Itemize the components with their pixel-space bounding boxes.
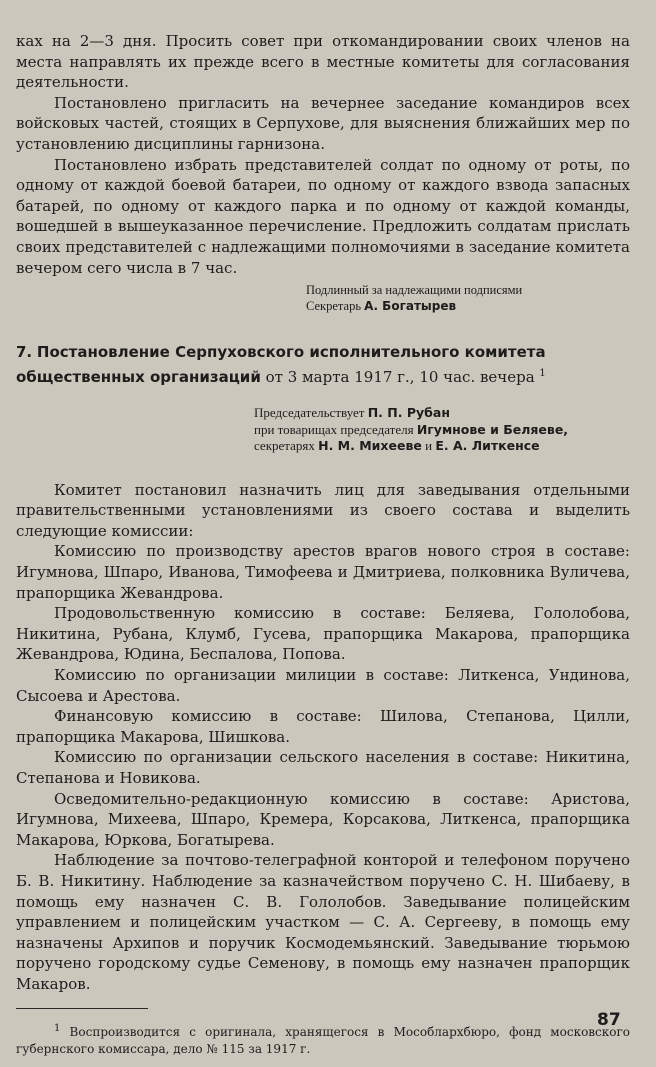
deputies-names: Игумнове и Беляеве, <box>416 421 569 437</box>
secretary-name: Н. М. Михееве <box>318 438 422 454</box>
signature-name: А. Богатырев <box>364 299 457 314</box>
signature-block <box>306 282 630 314</box>
presidium-label: Председательствует <box>254 405 368 421</box>
paragraph: ках на 2—3 дня. Просить совет при откомандировании своих членов на места направлять их прежде всего в местные комитеты для согласования деятельности. <box>16 32 630 92</box>
presidium-label: при товарищах председателя <box>254 421 417 437</box>
paragraph: Постановлено избрать представителей солдат по одному от роты, по одному от каждой боевой батареи, по одному от каждого взвода запасных батарей, по одному от каждого парка и по одному от каждой команды, вошедшей в вышеуказанное перечисление. Предложить солдатам прислать своих представителей с надлежащими полномочиями в заседание комитета вечером сего числа в 7 час. <box>16 155 630 277</box>
footnote-divider <box>16 1008 148 1009</box>
paragraph: Финансовую комиссию в составе: Шилова, Степанова, Цилли, прапорщика Макарова, Шишкова. <box>16 707 630 746</box>
decision-body <box>16 480 630 995</box>
paragraph: Продовольственную комиссию в составе: Беляева, Гололобова, Никитина, Рубана, Клумб, Гусева, прапорщика Макарова, прапорщика Жевандрова, Юдина, Беспалова, Попова. <box>16 604 630 664</box>
paragraph: Постановлено пригласить на вечернее заседание командиров всех войсковых частей, стоящих в Серпухове, для выяснения ближайших мер по установлению дисциплины гарнизона. <box>16 93 630 153</box>
section-date: от 3 марта 1917 г., 10 час. вечера <box>260 368 540 387</box>
footnote-text: Воспроизводится с оригинала, хранящегося в Мособлархбюро, фонд московского губернского комиссара, дело № 115 за 1917 г. <box>16 1025 630 1056</box>
footnote <box>16 1021 630 1057</box>
paragraph: Осведомительно-редакционную комиссию в составе: Аристова, Игумнова, Михеева, Шпаро, Кремера, Корсакова, Литкенса, прапорщика Макарова, Юркова, Богатырева. <box>16 789 630 849</box>
footnote-mark: 1 <box>54 1023 61 1035</box>
footnote-mark: 1 <box>539 368 546 380</box>
section-heading <box>16 342 630 388</box>
paragraph: Комитет постановил назначить лиц для заведывания отдельными правительственными установлениями из своего состава и выделить следующие комиссии: <box>16 480 630 540</box>
paragraph: Комиссию по организации милиции в составе: Литкенса, Ундинова, Сысоева и Арестова. <box>16 665 630 705</box>
paragraph: Комиссию по организации сельского населения в составе: Никитина, Степанова и Новикова. <box>16 748 630 787</box>
signature-line: Подлинный за надлежащими подписями <box>306 283 523 298</box>
section-number: 7. <box>16 343 33 362</box>
secretary-name: Е. А. Литкенсе <box>435 438 540 454</box>
paragraph: Комиссию по производству арестов врагов нового строя в составе: Игумнова, Шпаро, Иванова, Тимофеева и Дмитриева, полковника Вуличева, прапорщика Жевандрова. <box>16 542 630 602</box>
signature-role: Секретарь <box>306 299 365 314</box>
presidium-block <box>254 405 630 455</box>
conjunction: и <box>421 438 436 454</box>
chairman-name: П. П. Рубан <box>367 405 450 421</box>
paragraph: Наблюдение за почтово-телеграфной конторой и телефоном поручено Б. В. Никитину. Наблюдение за казначейством поручено С. Н. Шибаеву, в помощь ему назначен С. В. Гололобов. Заведывание полицейским управлением и полицейским участком — С. А. Сергееву, в помощь ему назначены Архипов и поручик Космодемьянский. Заведывание тюрьмою поручено городскому судье Семенову, в помощь ему назначен прапорщик Макаров. <box>16 851 630 993</box>
presidium-label: секретарях <box>254 438 319 454</box>
section-title: Постановление Серпуховского исполнительного комитета общественных организаций <box>16 343 546 387</box>
page-number: 87 <box>597 1010 621 1030</box>
